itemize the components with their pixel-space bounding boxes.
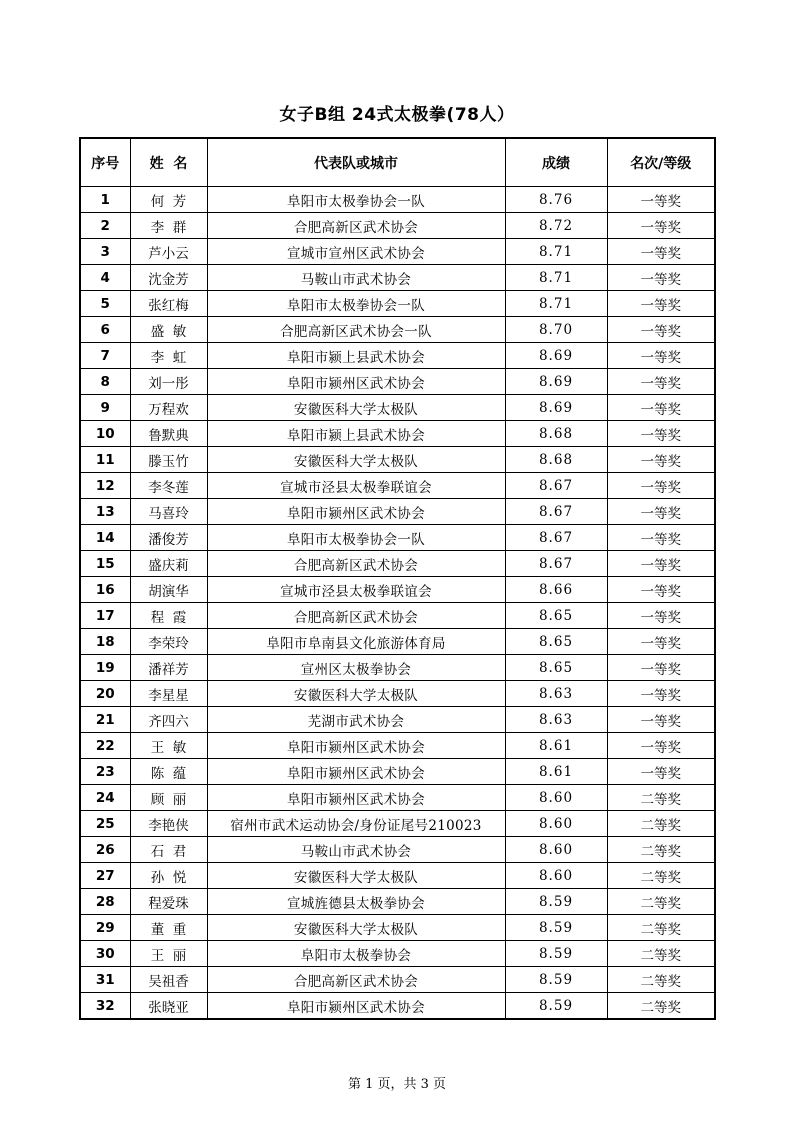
- cell-team: 宣城市泾县太极拳联谊会: [207, 577, 505, 603]
- table-row: [80, 551, 715, 577]
- cell-rank: 一等奖: [607, 707, 715, 733]
- table-header-row: [80, 138, 715, 187]
- cell-score: 8.61: [505, 733, 607, 759]
- cell-score: 8.59: [505, 889, 607, 915]
- table-row: [80, 213, 715, 239]
- cell-team: 阜阳市颍州区武术协会: [207, 733, 505, 759]
- cell-rank: 二等奖: [607, 863, 715, 889]
- cell-score: 8.70: [505, 317, 607, 343]
- cell-rank: 一等奖: [607, 551, 715, 577]
- cell-team: 阜阳市颍州区武术协会: [207, 369, 505, 395]
- table-row: [80, 629, 715, 655]
- cell-rank: 二等奖: [607, 785, 715, 811]
- cell-seq: 24: [80, 785, 130, 811]
- cell-team: 阜阳市颍州区武术协会: [207, 785, 505, 811]
- cell-team: 宣城市泾县太极拳联谊会: [207, 473, 505, 499]
- cell-team: 安徽医科大学太极队: [207, 681, 505, 707]
- cell-rank: 一等奖: [607, 395, 715, 421]
- cell-team: 阜阳市太极拳协会: [207, 941, 505, 967]
- cell-seq: 7: [80, 343, 130, 369]
- cell-score: 8.59: [505, 915, 607, 941]
- cell-rank: 一等奖: [607, 265, 715, 291]
- cell-name: 李艳侠: [130, 811, 207, 837]
- table-row: [80, 239, 715, 265]
- cell-score: 8.71: [505, 265, 607, 291]
- cell-seq: 4: [80, 265, 130, 291]
- cell-team: 阜阳市颍上县武术协会: [207, 343, 505, 369]
- cell-team: 芜湖市武术协会: [207, 707, 505, 733]
- cell-seq: 8: [80, 369, 130, 395]
- table-row: [80, 577, 715, 603]
- cell-name: 滕玉竹: [130, 447, 207, 473]
- cell-team: 安徽医科大学太极队: [207, 447, 505, 473]
- table-row: [80, 941, 715, 967]
- cell-seq: 28: [80, 889, 130, 915]
- table-row: [80, 603, 715, 629]
- cell-name: 陈 蕴: [130, 759, 207, 785]
- cell-team: 阜阳市阜南县文化旅游体育局: [207, 629, 505, 655]
- cell-team: 阜阳市颍州区武术协会: [207, 759, 505, 785]
- cell-score: 8.61: [505, 759, 607, 785]
- cell-rank: 一等奖: [607, 187, 715, 213]
- cell-rank: 二等奖: [607, 889, 715, 915]
- table-row: [80, 525, 715, 551]
- cell-rank: 一等奖: [607, 213, 715, 239]
- cell-name: 沈金芳: [130, 265, 207, 291]
- cell-name: 王 敏: [130, 733, 207, 759]
- cell-seq: 30: [80, 941, 130, 967]
- cell-team: 合肥高新区武术协会一队: [207, 317, 505, 343]
- cell-team: 合肥高新区武术协会: [207, 213, 505, 239]
- cell-rank: 二等奖: [607, 915, 715, 941]
- cell-score: 8.68: [505, 447, 607, 473]
- cell-name: 李荣玲: [130, 629, 207, 655]
- cell-seq: 15: [80, 551, 130, 577]
- cell-seq: 18: [80, 629, 130, 655]
- cell-name: 王 丽: [130, 941, 207, 967]
- cell-score: 8.60: [505, 811, 607, 837]
- cell-seq: 20: [80, 681, 130, 707]
- cell-seq: 9: [80, 395, 130, 421]
- cell-seq: 3: [80, 239, 130, 265]
- cell-name: 万程欢: [130, 395, 207, 421]
- cell-rank: 一等奖: [607, 629, 715, 655]
- cell-rank: 二等奖: [607, 837, 715, 863]
- cell-rank: 一等奖: [607, 239, 715, 265]
- table-row: [80, 993, 715, 1020]
- cell-score: 8.60: [505, 863, 607, 889]
- cell-team: 合肥高新区武术协会: [207, 551, 505, 577]
- cell-seq: 6: [80, 317, 130, 343]
- table-row: [80, 421, 715, 447]
- cell-team: 安徽医科大学太极队: [207, 915, 505, 941]
- cell-rank: 一等奖: [607, 369, 715, 395]
- cell-name: 鲁默典: [130, 421, 207, 447]
- cell-team: 安徽医科大学太极队: [207, 863, 505, 889]
- cell-name: 马喜玲: [130, 499, 207, 525]
- table-row: [80, 369, 715, 395]
- cell-team: 马鞍山市武术协会: [207, 837, 505, 863]
- cell-name: 潘祥芳: [130, 655, 207, 681]
- cell-name: 何 芳: [130, 187, 207, 213]
- cell-rank: 一等奖: [607, 603, 715, 629]
- cell-rank: 一等奖: [607, 681, 715, 707]
- cell-score: 8.65: [505, 603, 607, 629]
- cell-seq: 11: [80, 447, 130, 473]
- cell-score: 8.60: [505, 837, 607, 863]
- cell-rank: 一等奖: [607, 525, 715, 551]
- cell-seq: 10: [80, 421, 130, 447]
- cell-name: 吴祖香: [130, 967, 207, 993]
- cell-name: 芦小云: [130, 239, 207, 265]
- cell-seq: 13: [80, 499, 130, 525]
- cell-team: 合肥高新区武术协会: [207, 603, 505, 629]
- cell-rank: 二等奖: [607, 993, 715, 1020]
- header-score: 成绩: [505, 138, 607, 187]
- cell-score: 8.72: [505, 213, 607, 239]
- cell-name: 李 虹: [130, 343, 207, 369]
- cell-team: 阜阳市太极拳协会一队: [207, 291, 505, 317]
- cell-score: 8.63: [505, 707, 607, 733]
- header-rank: 名次/等级: [607, 138, 715, 187]
- cell-seq: 2: [80, 213, 130, 239]
- cell-score: 8.63: [505, 681, 607, 707]
- table-row: [80, 759, 715, 785]
- cell-name: 齐四六: [130, 707, 207, 733]
- cell-rank: 一等奖: [607, 447, 715, 473]
- table-row: [80, 707, 715, 733]
- cell-team: 阜阳市太极拳协会一队: [207, 187, 505, 213]
- cell-name: 盛 敏: [130, 317, 207, 343]
- cell-team: 宿州市武术运动协会/身份证尾号210023: [207, 811, 505, 837]
- cell-rank: 一等奖: [607, 499, 715, 525]
- cell-score: 8.67: [505, 551, 607, 577]
- cell-rank: 一等奖: [607, 473, 715, 499]
- cell-name: 盛庆莉: [130, 551, 207, 577]
- table-row: [80, 733, 715, 759]
- cell-seq: 1: [80, 187, 130, 213]
- cell-rank: 二等奖: [607, 811, 715, 837]
- table-row: [80, 915, 715, 941]
- table-row: [80, 447, 715, 473]
- table-row: [80, 499, 715, 525]
- cell-name: 刘一彤: [130, 369, 207, 395]
- table-row: [80, 473, 715, 499]
- cell-score: 8.69: [505, 343, 607, 369]
- cell-seq: 17: [80, 603, 130, 629]
- cell-team: 阜阳市颍上县武术协会: [207, 421, 505, 447]
- cell-team: 宣城市宣州区武术协会: [207, 239, 505, 265]
- table-body: [80, 187, 715, 1020]
- cell-score: 8.59: [505, 993, 607, 1020]
- cell-seq: 29: [80, 915, 130, 941]
- cell-score: 8.65: [505, 655, 607, 681]
- page-footer: 第 1 页，共 3 页: [347, 1077, 447, 1092]
- cell-score: 8.59: [505, 941, 607, 967]
- table-row: [80, 681, 715, 707]
- cell-team: 安徽医科大学太极队: [207, 395, 505, 421]
- header-seq: 序号: [80, 138, 130, 187]
- cell-seq: 32: [80, 993, 130, 1020]
- header-name: 姓 名: [130, 138, 207, 187]
- cell-name: 董 重: [130, 915, 207, 941]
- page-title: 女子B组 24式太极拳(78人）: [279, 105, 515, 125]
- cell-score: 8.76: [505, 187, 607, 213]
- cell-name: 张晓亚: [130, 993, 207, 1020]
- cell-name: 潘俊芳: [130, 525, 207, 551]
- cell-name: 程 霞: [130, 603, 207, 629]
- cell-name: 李星星: [130, 681, 207, 707]
- cell-team: 阜阳市颍州区武术协会: [207, 993, 505, 1020]
- cell-rank: 一等奖: [607, 577, 715, 603]
- cell-name: 胡演华: [130, 577, 207, 603]
- cell-team: 合肥高新区武术协会: [207, 967, 505, 993]
- cell-name: 孙 悦: [130, 863, 207, 889]
- results-table: [79, 137, 716, 1020]
- cell-score: 8.68: [505, 421, 607, 447]
- cell-rank: 一等奖: [607, 421, 715, 447]
- cell-rank: 一等奖: [607, 733, 715, 759]
- cell-name: 顾 丽: [130, 785, 207, 811]
- table-row: [80, 187, 715, 213]
- cell-team: 马鞍山市武术协会: [207, 265, 505, 291]
- cell-seq: 16: [80, 577, 130, 603]
- cell-seq: 23: [80, 759, 130, 785]
- cell-name: 李 群: [130, 213, 207, 239]
- table-row: [80, 837, 715, 863]
- cell-seq: 22: [80, 733, 130, 759]
- cell-seq: 19: [80, 655, 130, 681]
- cell-rank: 一等奖: [607, 655, 715, 681]
- cell-rank: 一等奖: [607, 317, 715, 343]
- table-row: [80, 291, 715, 317]
- cell-seq: 25: [80, 811, 130, 837]
- cell-score: 8.65: [505, 629, 607, 655]
- cell-rank: 二等奖: [607, 941, 715, 967]
- cell-team: 宣城旌德县太极拳协会: [207, 889, 505, 915]
- cell-score: 8.71: [505, 239, 607, 265]
- table-row: [80, 265, 715, 291]
- cell-score: 8.71: [505, 291, 607, 317]
- cell-score: 8.67: [505, 499, 607, 525]
- cell-score: 8.66: [505, 577, 607, 603]
- cell-seq: 5: [80, 291, 130, 317]
- cell-name: 程爱珠: [130, 889, 207, 915]
- cell-score: 8.69: [505, 369, 607, 395]
- table-row: [80, 863, 715, 889]
- cell-score: 8.67: [505, 473, 607, 499]
- cell-score: 8.60: [505, 785, 607, 811]
- cell-name: 李冬莲: [130, 473, 207, 499]
- cell-rank: 一等奖: [607, 759, 715, 785]
- cell-seq: 12: [80, 473, 130, 499]
- cell-team: 宣州区太极拳协会: [207, 655, 505, 681]
- cell-seq: 14: [80, 525, 130, 551]
- cell-team: 阜阳市太极拳协会一队: [207, 525, 505, 551]
- cell-rank: 一等奖: [607, 343, 715, 369]
- table-row: [80, 785, 715, 811]
- table-row: [80, 889, 715, 915]
- cell-team: 阜阳市颍州区武术协会: [207, 499, 505, 525]
- cell-seq: 26: [80, 837, 130, 863]
- cell-seq: 27: [80, 863, 130, 889]
- table-row: [80, 395, 715, 421]
- table-row: [80, 317, 715, 343]
- table-row: [80, 343, 715, 369]
- cell-score: 8.67: [505, 525, 607, 551]
- header-team: 代表队或城市: [207, 138, 505, 187]
- table-row: [80, 811, 715, 837]
- table-row: [80, 655, 715, 681]
- cell-seq: 21: [80, 707, 130, 733]
- table-row: [80, 967, 715, 993]
- cell-seq: 31: [80, 967, 130, 993]
- cell-name: 石 君: [130, 837, 207, 863]
- cell-score: 8.59: [505, 967, 607, 993]
- cell-score: 8.69: [505, 395, 607, 421]
- cell-rank: 二等奖: [607, 967, 715, 993]
- cell-name: 张红梅: [130, 291, 207, 317]
- cell-rank: 一等奖: [607, 291, 715, 317]
